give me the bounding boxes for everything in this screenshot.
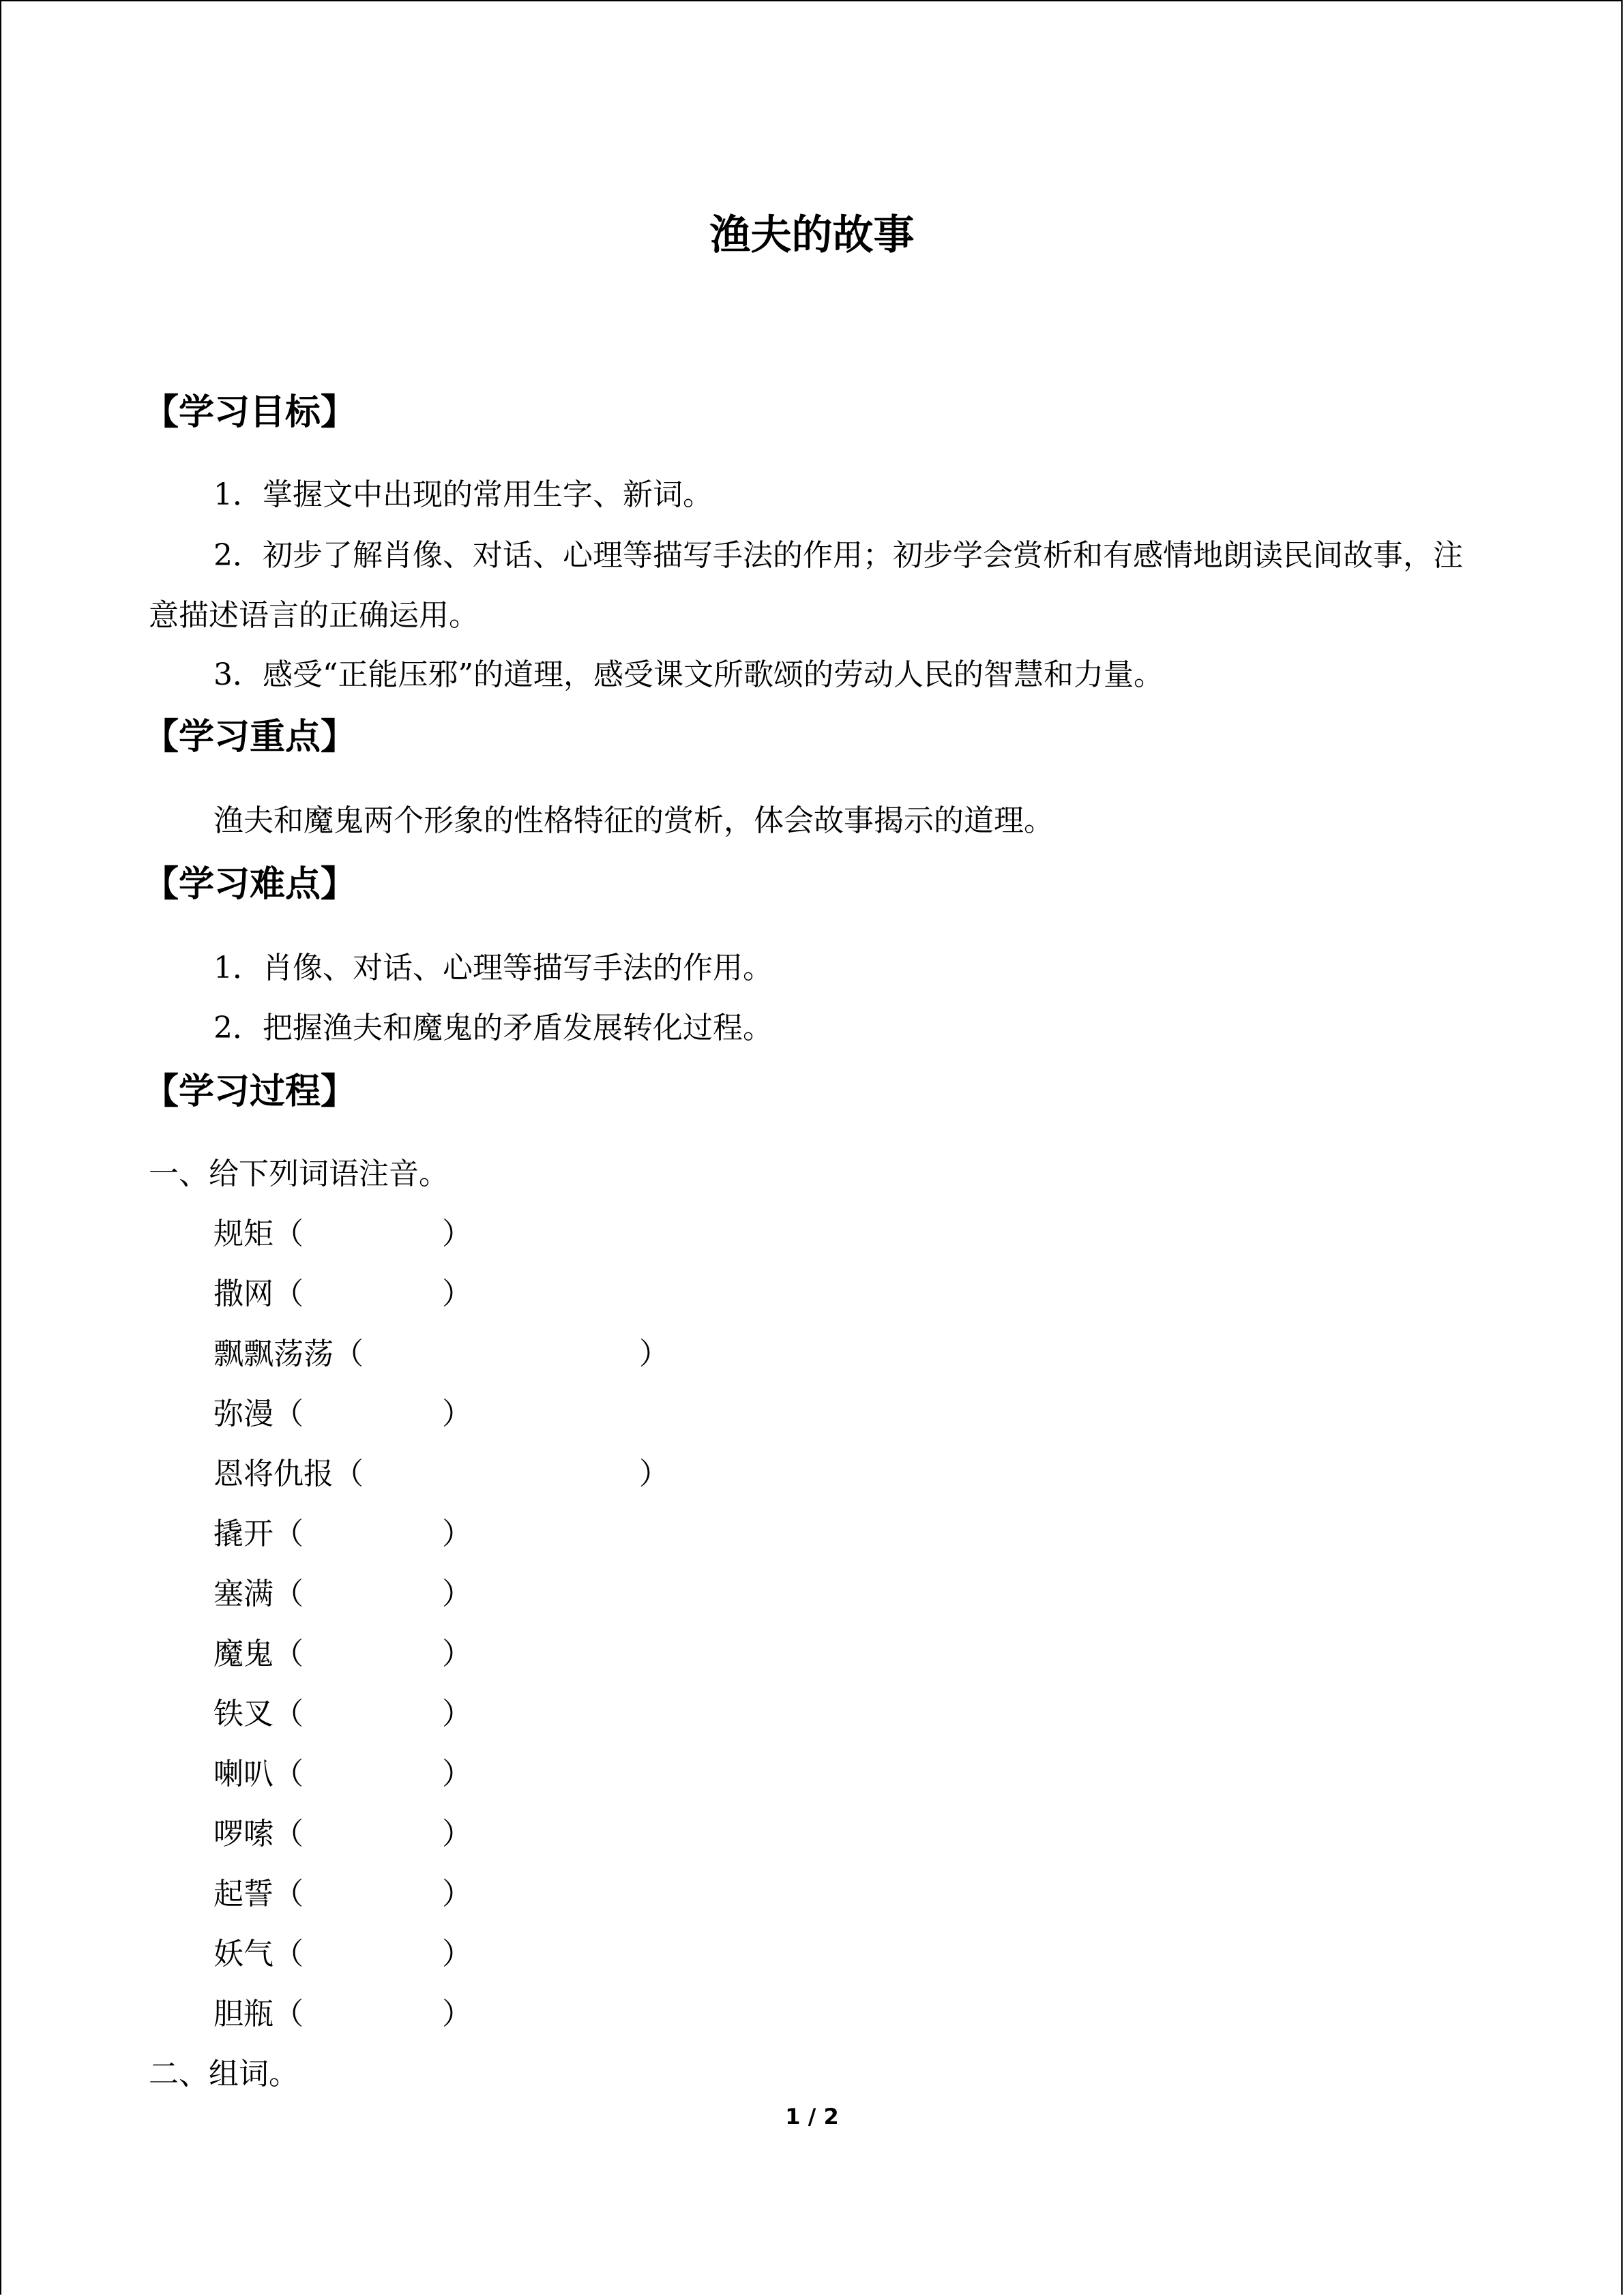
vocab-row xyxy=(213,1934,472,1975)
close-paren: ） xyxy=(639,1337,669,1371)
vocab-row xyxy=(213,1694,472,1735)
heading-difficulties: 【学习难点】 xyxy=(143,864,357,905)
vocab-word: 撒网（ xyxy=(213,1277,304,1311)
vocab-row xyxy=(213,1574,472,1615)
heading-key-points: 【学习重点】 xyxy=(143,717,357,758)
key-points-text: 渔夫和魔鬼两个形象的性格特征的赏析，体会故事揭示的道理。 xyxy=(213,803,1054,838)
close-paren: ） xyxy=(442,1637,472,1671)
vocab-word: 妖气（ xyxy=(213,1937,304,1971)
close-paren: ） xyxy=(442,1577,472,1611)
objective-item-2: 2．初步了解肖像、对话、心理等描写手法的作用；初步学会赏析和有感情地朗读民间故事，注意描述语言的正确运用。 xyxy=(149,538,1463,633)
vocab-row xyxy=(213,1334,669,1375)
difficulty-item-2: 2．把握渔夫和魔鬼的矛盾发展转化过程。 xyxy=(213,1011,773,1045)
vocab-word: 规矩（ xyxy=(213,1217,304,1251)
part1-label: 一、给下列词语注音。 xyxy=(149,1157,449,1191)
vocab-word: 魔鬼（ xyxy=(213,1637,304,1671)
vocab-word: 飘飘荡荡（ xyxy=(213,1337,364,1371)
vocab-word: 恩将仇报（ xyxy=(213,1457,364,1491)
close-paren: ） xyxy=(442,1817,472,1851)
close-paren: ） xyxy=(442,1757,472,1791)
vocab-word: 撬开（ xyxy=(213,1517,304,1551)
vocab-row xyxy=(213,1634,472,1675)
vocab-row xyxy=(213,1514,472,1555)
close-paren: ） xyxy=(442,1517,472,1551)
page-title: 渔夫的故事 xyxy=(709,211,915,259)
vocab-word: 啰嗦（ xyxy=(213,1817,304,1851)
close-paren: ） xyxy=(442,1937,472,1971)
part2-label: 二、组词。 xyxy=(149,2057,299,2091)
close-paren: ） xyxy=(442,1277,472,1311)
heading-objectives: 【学习目标】 xyxy=(143,392,357,433)
vocab-row xyxy=(213,1994,472,2035)
close-paren: ） xyxy=(442,1697,472,1731)
vocab-word: 弥漫（ xyxy=(213,1397,304,1431)
vocab-word: 塞满（ xyxy=(213,1577,304,1611)
close-paren: ） xyxy=(442,1877,472,1911)
vocab-row xyxy=(213,1394,472,1435)
vocab-row xyxy=(213,1274,472,1315)
close-paren: ） xyxy=(639,1457,669,1491)
vocab-row xyxy=(213,1874,472,1915)
vocab-row xyxy=(213,1454,669,1495)
objective-item-1: 1．掌握文中出现的常用生字、新词。 xyxy=(213,477,713,512)
close-paren: ） xyxy=(442,1997,472,2031)
vocab-word: 铁叉（ xyxy=(213,1697,304,1731)
vocab-row xyxy=(213,1814,472,1855)
vocab-word: 胆瓶（ xyxy=(213,1997,304,2031)
vocab-row xyxy=(213,1214,472,1255)
close-paren: ） xyxy=(442,1397,472,1431)
heading-process: 【学习过程】 xyxy=(143,1071,357,1112)
vocab-row xyxy=(213,1754,472,1795)
vocab-word: 喇叭（ xyxy=(213,1757,304,1791)
difficulty-item-1: 1．肖像、对话、心理等描写手法的作用。 xyxy=(213,951,773,985)
page-number: 1 / 2 xyxy=(785,2104,839,2130)
close-paren: ） xyxy=(442,1217,472,1251)
vocab-word: 起誓（ xyxy=(213,1877,304,1911)
objective-item-3: 3．感受“正能压邪”的道理，感受课文所歌颂的劳动人民的智慧和力量。 xyxy=(213,657,1164,692)
